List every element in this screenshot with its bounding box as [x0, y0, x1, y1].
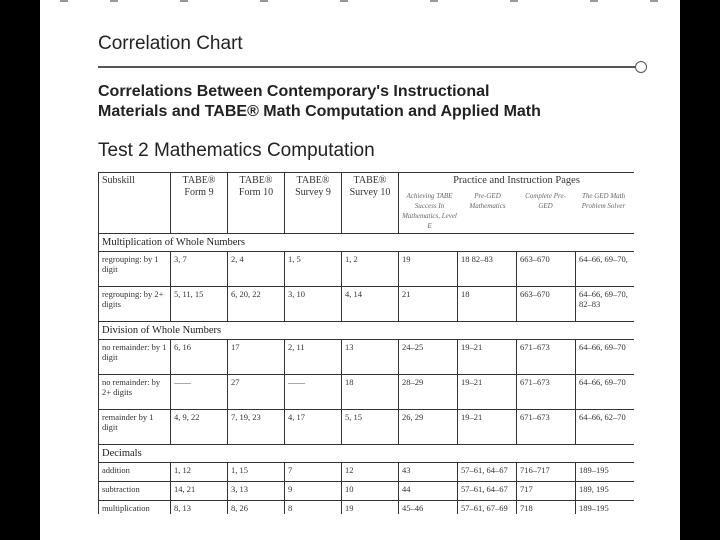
cell-p1: 44: [399, 482, 458, 501]
subtitle: [98, 82, 658, 122]
subskill-cell: subtraction: [99, 482, 171, 501]
cell-p2: 19–21: [458, 375, 517, 410]
cell-p4: 64–66, 69–70,: [576, 252, 635, 287]
cell-f9: 6, 16: [171, 340, 228, 375]
section-heading: Multiplication of Whole Numbers: [99, 234, 635, 252]
cell-p4: 64–66, 69–70: [576, 375, 635, 410]
cell-f10: 27: [228, 375, 285, 410]
cell-p2: 57–61, 67–69: [458, 501, 517, 515]
cell-p4: 189–195: [576, 463, 635, 482]
subskill-cell: multiplication: [99, 501, 171, 515]
cell-p1: 24–25: [399, 340, 458, 375]
table-row: [99, 287, 635, 322]
subskill-cell: regrouping: by 1 digit: [99, 252, 171, 287]
cell-f9: 8, 13: [171, 501, 228, 515]
practice-title: Practice and Instruction Pages: [453, 175, 580, 186]
header-practice: [399, 173, 635, 234]
cell-s9: 7: [285, 463, 342, 482]
cell-f10: 1, 15: [228, 463, 285, 482]
cell-s9: 4, 17: [285, 410, 342, 445]
subskill-cell: addition: [99, 463, 171, 482]
table-row: [99, 482, 635, 501]
table-row: [99, 252, 635, 287]
correlation-table-wrapper: [98, 172, 634, 514]
section-row: [99, 322, 635, 340]
cell-s9: 2, 11: [285, 340, 342, 375]
cell-f10: 8, 26: [228, 501, 285, 515]
section-title: Test 2 Mathematics Computation: [98, 140, 375, 161]
subskill-cell: regrouping: by 2+ digits: [99, 287, 171, 322]
subskill-cell: remainder by 1 digit: [99, 410, 171, 445]
header-subskill: Subskill: [99, 173, 171, 234]
cell-p1: 45–46: [399, 501, 458, 515]
subskill-cell: no remainder: by 1 digit: [99, 340, 171, 375]
section-row: [99, 445, 635, 463]
table-row: [99, 463, 635, 482]
header-tabe-survey-10: TABE® Survey 10: [342, 173, 399, 234]
cell-f10: 7, 19, 23: [228, 410, 285, 445]
scan-edge-marks: [40, 0, 680, 4]
cell-p2: 18: [458, 287, 517, 322]
cell-p3: 718: [517, 501, 576, 515]
cell-f10: 17: [228, 340, 285, 375]
cell-f10: 2, 4: [228, 252, 285, 287]
header-row: [99, 173, 635, 234]
header-tabe-survey-9: TABE® Survey 9: [285, 173, 342, 234]
cell-p4: 189, 195: [576, 482, 635, 501]
cell-f9: ——: [171, 375, 228, 410]
practice-sub-4: The GED Math Problem Solver: [581, 192, 626, 210]
cell-s10: 1, 2: [342, 252, 399, 287]
rule-end-circle: [635, 61, 647, 73]
cell-p4: 64–66, 69–70: [576, 340, 635, 375]
cell-s10: 18: [342, 375, 399, 410]
table-row: [99, 375, 635, 410]
cell-p1: 43: [399, 463, 458, 482]
section-heading: Decimals: [99, 445, 635, 463]
table-row: [99, 410, 635, 445]
cell-s9: 3, 10: [285, 287, 342, 322]
cell-p2: 18 82–83: [458, 252, 517, 287]
subskill-cell: no remainder: by 2+ digits: [99, 375, 171, 410]
cell-p2: 57–61, 64–67: [458, 482, 517, 501]
practice-sub-1: Achieving TABE Success In Mathematics, Level E: [402, 192, 457, 230]
header-tabe-form-10: TABE® Form 10: [228, 173, 285, 234]
table-row: [99, 501, 635, 515]
cell-s10: 13: [342, 340, 399, 375]
cell-f10: 3, 13: [228, 482, 285, 501]
cell-s10: 12: [342, 463, 399, 482]
cell-p4: 64–66, 69–70, 82–83: [576, 287, 635, 322]
cell-s9: ——: [285, 375, 342, 410]
cell-p4: 189–195: [576, 501, 635, 515]
cell-p3: 671–673: [517, 375, 576, 410]
cell-f9: 14, 21: [171, 482, 228, 501]
cell-p3: 663–670: [517, 252, 576, 287]
cell-f9: 4, 9, 22: [171, 410, 228, 445]
cell-p2: 57–61, 64–67: [458, 463, 517, 482]
title-rule: [98, 66, 638, 68]
cell-p4: 64–66, 62–70: [576, 410, 635, 445]
cell-p1: 21: [399, 287, 458, 322]
cell-s9: 1, 5: [285, 252, 342, 287]
cell-p1: 26, 29: [399, 410, 458, 445]
cell-s9: 8: [285, 501, 342, 515]
cell-s10: 19: [342, 501, 399, 515]
cell-s9: 9: [285, 482, 342, 501]
cell-f9: 5, 11, 15: [171, 287, 228, 322]
cell-p3: 663–670: [517, 287, 576, 322]
cell-f9: 1, 12: [171, 463, 228, 482]
cell-s10: 10: [342, 482, 399, 501]
cell-p3: 717: [517, 482, 576, 501]
table-body: [99, 234, 635, 515]
correlation-table: [98, 172, 634, 514]
subtitle-line-2: Materials and TABE® Math Computation and Applied Math: [98, 103, 541, 120]
header-tabe-form-9: TABE® Form 9: [171, 173, 228, 234]
cell-f10: 6, 20, 22: [228, 287, 285, 322]
practice-subheaders: [402, 191, 631, 231]
cell-s10: 4, 14: [342, 287, 399, 322]
cell-p3: 671–673: [517, 410, 576, 445]
subtitle-line-1: Correlations Between Contemporary's Instructional: [98, 83, 490, 100]
table-row: [99, 340, 635, 375]
cell-p1: 19: [399, 252, 458, 287]
chart-title: Correlation Chart: [98, 33, 243, 54]
document-page: [40, 0, 680, 540]
practice-sub-2: Pre-GED Mathematics: [469, 192, 506, 210]
section-row: [99, 234, 635, 252]
cell-f9: 3, 7: [171, 252, 228, 287]
cell-p3: 716–717: [517, 463, 576, 482]
cell-p2: 19–21: [458, 410, 517, 445]
cell-p3: 671–673: [517, 340, 576, 375]
practice-sub-3: Complete Pre-GED: [525, 192, 566, 210]
cell-p1: 28–29: [399, 375, 458, 410]
cell-s10: 5, 15: [342, 410, 399, 445]
section-heading: Division of Whole Numbers: [99, 322, 635, 340]
cell-p2: 19–21: [458, 340, 517, 375]
